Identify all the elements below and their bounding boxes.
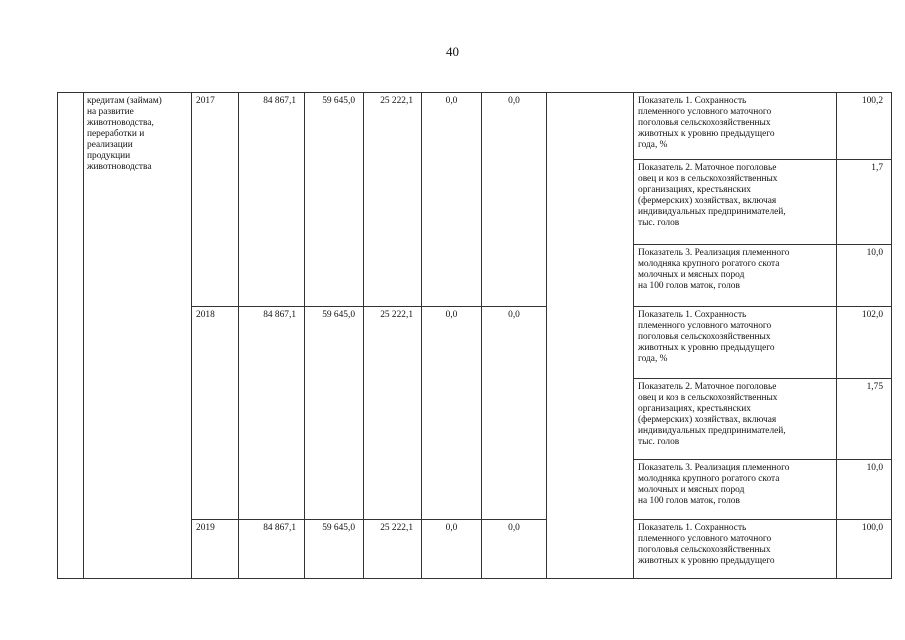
local-cell: 0,0 bbox=[422, 93, 482, 307]
indicator-cell: Показатель 2. Маточное поголовье овец и коз в сельскохозяйственных организациях, крестьянских (фермерских) хозяйствах, включая индивидуальных предпринимателей, тыс. голов bbox=[634, 379, 837, 460]
federal-cell: 59 645,0 bbox=[305, 307, 364, 520]
program-financing-table bbox=[57, 92, 892, 579]
target-cell: 10,0 bbox=[837, 245, 892, 307]
target-cell: 102,0 bbox=[837, 307, 892, 379]
federal-cell: 59 645,0 bbox=[305, 520, 364, 579]
other-cell: 0,0 bbox=[482, 520, 547, 579]
federal-cell: 59 645,0 bbox=[305, 93, 364, 307]
regional-cell: 25 222,1 bbox=[364, 307, 422, 520]
local-cell: 0,0 bbox=[422, 520, 482, 579]
target-cell: 1,7 bbox=[837, 160, 892, 245]
indicator-cell: Показатель 3. Реализация племенного молодняка крупного рогатого скота молочных и мясных пород на 100 голов маток, голов bbox=[634, 460, 837, 520]
program-description-cell: кредитам (займам) на развитие животноводства, переработки и реализации продукции животноводства bbox=[84, 93, 192, 579]
year-cell: 2018 bbox=[192, 307, 239, 520]
target-cell: 10,0 bbox=[837, 460, 892, 520]
indicator-cell: Показатель 1. Сохранность племенного условного маточного поголовья сельскохозяйственных животных к уровню предыдущего года, % bbox=[634, 93, 837, 160]
total-cell: 84 867,1 bbox=[239, 307, 305, 520]
other-cell: 0,0 bbox=[482, 93, 547, 307]
year-cell: 2017 bbox=[192, 93, 239, 307]
other-cell: 0,0 bbox=[482, 307, 547, 520]
total-cell: 84 867,1 bbox=[239, 520, 305, 579]
indicator-cell: Показатель 3. Реализация племенного молодняка крупного рогатого скота молочных и мясных пород на 100 голов маток, голов bbox=[634, 245, 837, 307]
indicator-cell: Показатель 1. Сохранность племенного условного маточного поголовья сельскохозяйственных животных к уровню предыдущего bbox=[634, 520, 837, 579]
target-cell: 1,75 bbox=[837, 379, 892, 460]
page-number: 40 bbox=[446, 44, 459, 59]
row-number-cell bbox=[58, 93, 84, 579]
table-row bbox=[58, 93, 892, 160]
indicator-cell: Показатель 2. Маточное поголовье овец и коз в сельскохозяйственных организациях, крестьянских (фермерских) хозяйствах, включая индивидуальных предпринимателей, тыс. голов bbox=[634, 160, 837, 245]
local-cell: 0,0 bbox=[422, 307, 482, 520]
regional-cell: 25 222,1 bbox=[364, 520, 422, 579]
total-cell: 84 867,1 bbox=[239, 93, 305, 307]
empty-cell bbox=[547, 93, 634, 579]
indicator-cell: Показатель 1. Сохранность племенного условного маточного поголовья сельскохозяйственных животных к уровню предыдущего года, % bbox=[634, 307, 837, 379]
target-cell: 100,0 bbox=[837, 520, 892, 579]
target-cell: 100,2 bbox=[837, 93, 892, 160]
regional-cell: 25 222,1 bbox=[364, 93, 422, 307]
year-cell: 2019 bbox=[192, 520, 239, 579]
